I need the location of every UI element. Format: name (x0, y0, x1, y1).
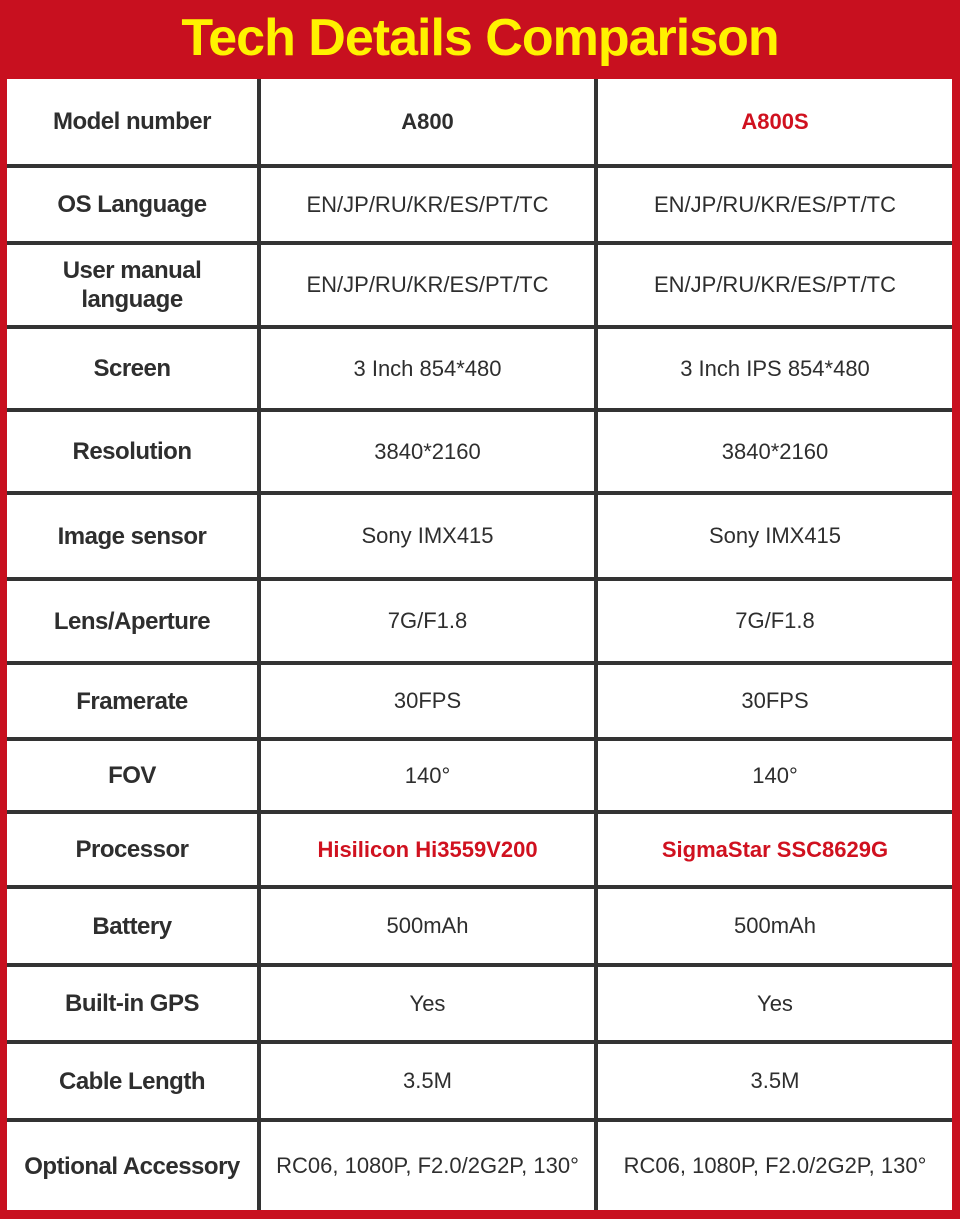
row-label (7, 967, 261, 1044)
a800-value-text: 500mAh (386, 913, 469, 938)
a800-value (261, 329, 598, 412)
a800-value (261, 581, 598, 665)
a800-value (261, 741, 598, 814)
row-label (7, 495, 261, 581)
a800-value-text: 3840*2160 (374, 438, 481, 464)
a800s-value-text: RC06, 1080P, F2.0/2G2P, 130° (623, 1153, 927, 1178)
row-label (7, 889, 261, 967)
row-label (7, 814, 261, 889)
a800-value-text: 3.5M (403, 1068, 452, 1093)
a800s-value-text: 500mAh (734, 913, 816, 938)
a800-value-text: RC06, 1080P, F2.0/2G2P, 130° (276, 1153, 579, 1178)
a800s-value-text: Yes (757, 990, 793, 1016)
a800-value-text: EN/JP/RU/KR/ES/PT/TC (306, 191, 549, 217)
a800-value (261, 1122, 598, 1210)
a800s-value-text: A800S (741, 108, 809, 134)
a800s-value-text: 3 Inch IPS 854*480 (680, 355, 870, 381)
a800s-value-text: Sony IMX415 (708, 523, 842, 548)
a800s-value (598, 889, 952, 967)
row-label-text: Image sensor (57, 522, 207, 550)
a800-value (261, 245, 598, 329)
a800-value (261, 967, 598, 1044)
a800-value (261, 79, 598, 168)
a800s-value-text: 3.5M (750, 1068, 800, 1093)
a800s-value (598, 814, 952, 889)
a800-value-text: 140° (404, 762, 451, 788)
row-label (7, 329, 261, 412)
row-label-text: Built-in GPS (65, 990, 199, 1017)
a800-value-text: EN/JP/RU/KR/ES/PT/TC (306, 272, 549, 297)
a800-value-text: A800 (401, 108, 454, 134)
row-label-text: Model number (52, 108, 211, 135)
row-label-text: Optional Accessory (24, 1152, 240, 1180)
row-label (7, 1122, 261, 1210)
row-label-text: Resolution (72, 438, 192, 465)
comparison-table (7, 79, 952, 1210)
row-label-text: Screen (93, 355, 171, 382)
page-title: Tech Details Comparison (181, 8, 779, 67)
a800s-value-text: 7G/F1.8 (735, 608, 815, 633)
row-label (7, 168, 261, 245)
a800s-value-text: SigmaStar SSC8629G (661, 836, 889, 862)
row-label-text: Cable Length (58, 1067, 205, 1095)
a800s-value (598, 1044, 952, 1122)
row-label (7, 665, 261, 741)
row-label-text: Battery (92, 912, 172, 940)
a800s-value (598, 495, 952, 581)
a800-value-text: 3 Inch 854*480 (353, 355, 502, 381)
a800s-value (598, 168, 952, 245)
a800-value-text: Sony IMX415 (361, 523, 494, 548)
row-label-text: Processor (75, 836, 189, 863)
a800-value (261, 1044, 598, 1122)
a800s-value (598, 245, 952, 329)
row-label-text: Framerate (76, 687, 188, 715)
a800-value-text: 7G/F1.8 (387, 608, 468, 633)
row-label (7, 581, 261, 665)
a800-value (261, 412, 598, 495)
a800s-value (598, 412, 952, 495)
row-label (7, 741, 261, 814)
row-label-text: FOV (108, 762, 156, 789)
row-label (7, 245, 261, 329)
row-label-text: User manual language (62, 257, 202, 313)
row-label (7, 79, 261, 168)
a800s-value (598, 1122, 952, 1210)
a800s-value-text: 140° (752, 762, 798, 788)
a800s-value-text: EN/JP/RU/KR/ES/PT/TC (653, 191, 897, 217)
a800-value (261, 495, 598, 581)
a800s-value (598, 329, 952, 412)
a800-value (261, 889, 598, 967)
a800s-value (598, 581, 952, 665)
row-label-text: Lens/Aperture (53, 607, 211, 635)
a800s-value (598, 79, 952, 168)
a800s-value (598, 741, 952, 814)
a800-value-text: Hisilicon Hi3559V200 (317, 836, 538, 862)
a800s-value-text: 30FPS (741, 688, 809, 713)
a800s-value-text: EN/JP/RU/KR/ES/PT/TC (653, 272, 897, 297)
row-label (7, 1044, 261, 1122)
a800-value (261, 168, 598, 245)
a800-value (261, 665, 598, 741)
row-label (7, 412, 261, 495)
a800-value (261, 814, 598, 889)
a800s-value-text: 3840*2160 (721, 438, 829, 464)
a800s-value (598, 665, 952, 741)
a800-value-text: 30FPS (393, 688, 462, 713)
row-label-text: OS Language (57, 191, 207, 218)
a800s-value (598, 967, 952, 1044)
a800-value-text: Yes (409, 990, 446, 1016)
